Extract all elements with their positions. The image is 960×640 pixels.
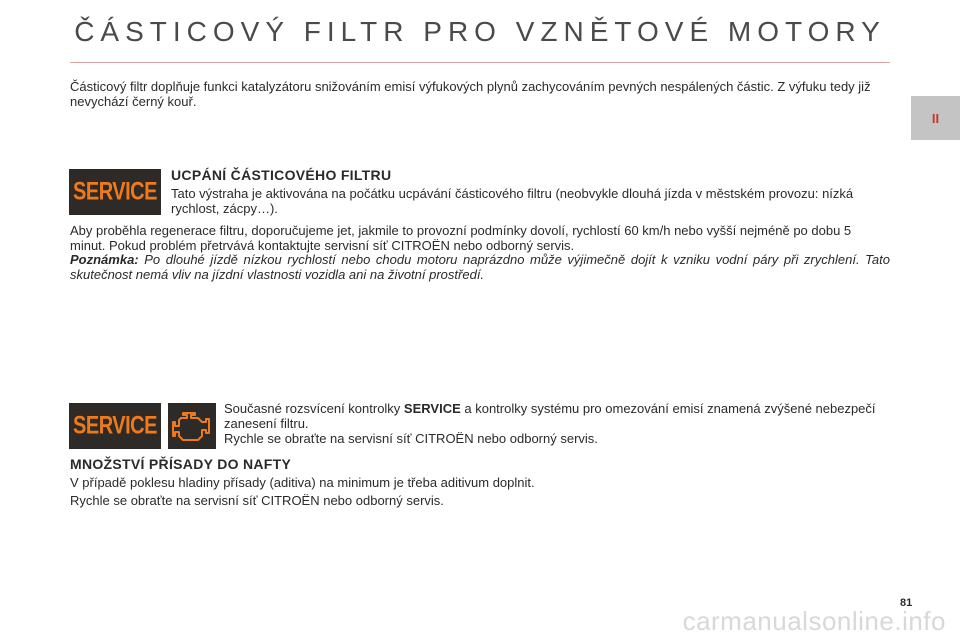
note-paragraph <box>70 253 890 282</box>
service-warning-icon-2 <box>69 403 161 449</box>
regeneration-paragraph: Aby proběhla regenerace filtru, doporučujeme jet, jakmile to provozní podmínky dovolí, rychlostí 60 km/h nebo vyšší nejméně po dobu 5 minut. Pokud problém přetrvává kontaktujte servisní síť CITROËN nebo odborný servis. <box>70 223 852 253</box>
additive-paragraph: V případě poklesu hladiny přísady (aditiva) na minimum je třeba aditivum doplnit. <box>70 475 535 490</box>
section-heading-filter-clogging: UCPÁNÍ ČÁSTICOVÉHO FILTRU <box>171 167 392 183</box>
engine-warning-icon <box>168 403 216 449</box>
filter-warning-paragraph: Tato výstraha je aktivována na počátku ucpávání částicového filtru (neobvykle dlouhá jízda v městském provozu: nízká rychlost, zácpy…). <box>171 186 854 216</box>
watermark: carmanualsonline.info <box>682 606 946 636</box>
combined-warning-text-a: Současné rozsvícení kontrolky <box>224 401 404 416</box>
note-text: Po dlouhé jízdě nízkou rychlostí nebo chodu motoru naprázdno může výjimečně dojít k vzniku vodní páry při zrychlení. Tato skutečnost nemá vliv na jízdní vlastnosti vozidla ani na životní prostředí. <box>70 252 890 282</box>
service-keyword: SERVICE <box>403 401 461 416</box>
note-label: Poznámka: <box>70 252 139 267</box>
section-heading-additive-level: MNOŽSTVÍ PŘÍSADY DO NAFTY <box>70 456 292 472</box>
service-warning-icon <box>69 169 161 215</box>
service-badge-label-2: SERVICE <box>73 411 157 440</box>
combined-warning-paragraph <box>224 402 892 431</box>
page-title: ČÁSTICOVÝ FILTR PRO VZNĚTOVÉ MOTORY <box>74 16 886 47</box>
chapter-tab[interactable]: II <box>911 96 960 140</box>
page-number: 81 <box>900 597 913 609</box>
service-badge-label: SERVICE <box>73 177 157 206</box>
engine-warning-svg <box>172 409 212 443</box>
contact-service-paragraph-2: Rychle se obraťte na servisní síť CITROËN nebo odborný servis. <box>70 493 444 508</box>
intro-paragraph: Částicový filtr doplňuje funkci katalyzátoru snižováním emisí výfukových plynů zachycováním pevných nespálených částic. Z výfuku tedy již nevychází černý kouř. <box>70 79 871 109</box>
title-divider <box>70 62 890 63</box>
contact-service-paragraph: Rychle se obraťte na servisní síť CITROËN nebo odborný servis. <box>224 431 598 446</box>
combined-warning-text-c: a kontrolky systému pro omezování emisí znamená zvýšené nebezpečí zanesení filtru. <box>224 401 876 431</box>
